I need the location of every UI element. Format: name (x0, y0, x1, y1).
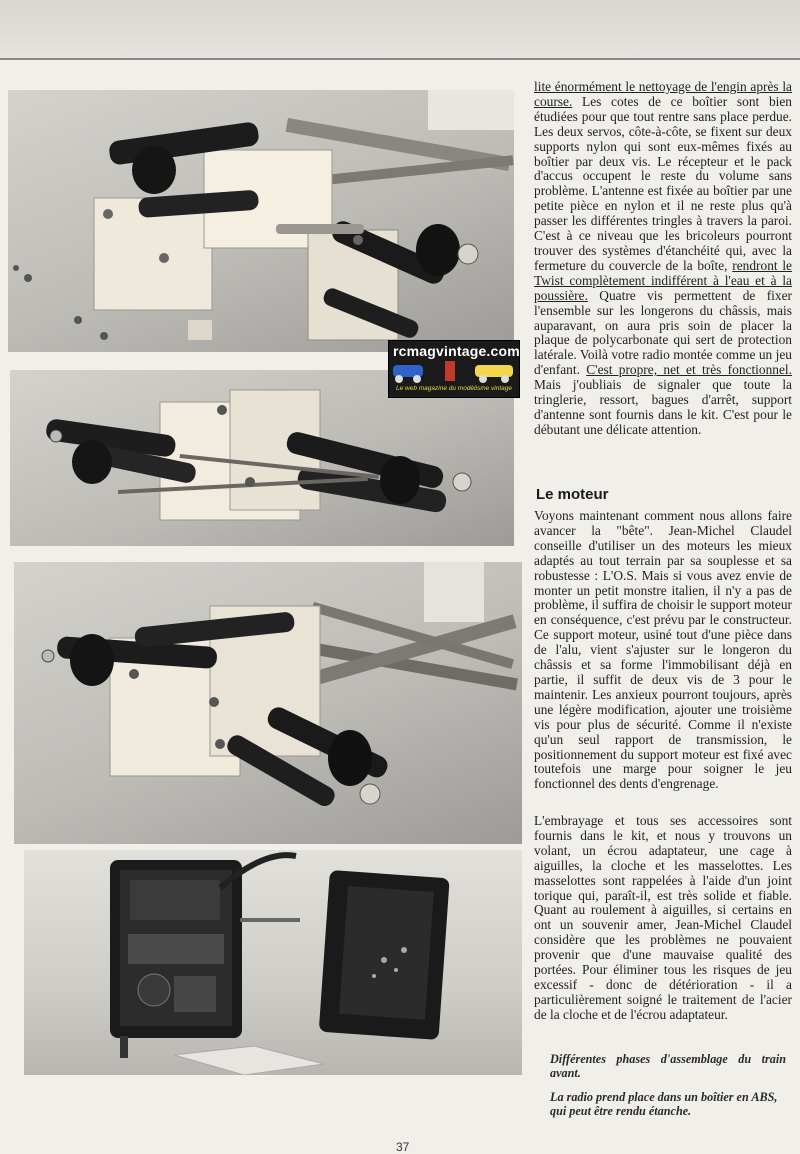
underlined-phrase-2: rendront le Twist complètement indifférent à l'eau et à la poussière. (534, 257, 793, 303)
underlined-phrase-1: lite énormément le nettoyage de l'engin après la course. (534, 79, 792, 109)
article-paragraph-1 (534, 80, 792, 438)
photo-front-axle-assembly-1 (8, 90, 514, 352)
photo-radio-box (24, 850, 522, 1075)
paragraph-1-text-3: Mais j'oubliais de signaler que toute la tringlerie, ressort, bagues d'arrêt, support d'antenne sont fournis dans le kit. C'est pour le débutant une délicate attention. (534, 377, 792, 437)
underlined-phrase-3: C'est propre, net et très fonctionnel. (586, 362, 792, 378)
photo-front-axle-assembly-3 (14, 562, 522, 844)
page-header-band (0, 0, 800, 60)
paragraph-1-text-1: Les cotes de ce boîtier sont bien étudiées pour que tout rentre sans place perdue. Les deux servos, côte-à-côte, se fixent sur deux supports nylon qui sont eux-mêmes fixés au boîtier par deux vis. Le récepteur et le pack d'accus occupent le reste du volume sans problème. L'antenne est fixée au boîtier par une petite pièce en nylon et il ne reste plus qu'à passer les différentes tringles à travers la paroi. C'est à ce niveau que les bricoleurs pourront trouver des systèmes d'étanchéité qui, avec la fermeture du couvercle de la boîte, (534, 93, 792, 273)
rcmagvintage-logo (388, 340, 520, 398)
article-paragraph-3: L'embrayage et tous ses accessoires sont fournis dans le kit, et nous y trouvons un volant, un écrou adaptateur, une cage à aiguilles, la cloche et les masselottes. Les masselottes sont rappelées à l'aide d'un joint torique qui, paraît-il, est très solide et fiable. Quant au roulement à aiguilles, si certains en ont un souvenir amer, Jean-Michel Claudel considère que les problèmes ne pouvaient provenir que d'une mauvaise qualité des portées. Pour éliminer tous les risques de jeu excessif - donc de détérioration - il a particulièrement soigné le traitement de l'acier de la cloche et de l'écrou adaptateur. (534, 813, 792, 1022)
photo-caption-2: La radio prend place dans un boîtier en ABS, qui peut être rendu étanche. (550, 1090, 778, 1118)
paragraph-1-text-2: Quatre vis permettent de fixer l'ensemble sur les longerons du châssis, mais auparavant, on aura pris soin de placer la plaque de polycarbonate qui sert de protection latérale. Voilà votre radio montée comme un jeu d'enfant. (534, 287, 792, 378)
logo-site-name: rcmagvintage.com (393, 343, 520, 359)
logo-car-icon (389, 359, 519, 385)
photo-caption-1: Différentes phases d'assemblage du train avant. (550, 1052, 786, 1080)
article-paragraph-2: Voyons maintenant comment nous allons faire avancer la "bête". Jean-Michel Claudel conseille d'utiliser un des moteurs les mieux adaptés au tout terrain par sa souplesse et sa robustesse : L'O.S. Mais si vous avez envie de monter un petit monstre italien, il n'y a pas de problème, il suffira de choisir le support moteur en conséquence, c'est prévu par le constructeur. Ce support moteur, usiné tout d'une pièce dans de l'alu, vient s'ajuster sur le longeron du châssis et sa forme l'immobilisant déjà en partie, il suffit de deux vis de 3 pour le maintenir. Les anxieux pourront toujours, après une légère modification, ajouter une troisième vis pour plus de sécurité. Comme il n'existe qu'un seul rapport de transmission, le positionnement du support moteur est fixé avec toutefois une marge pour soigner le jeu fonctionnel des dents d'engrenage. (534, 508, 792, 792)
section-heading: Le moteur (536, 486, 609, 503)
logo-tagline: Le web magazine du modélisme vintage (396, 385, 512, 392)
page-number: 37 (396, 1140, 410, 1154)
